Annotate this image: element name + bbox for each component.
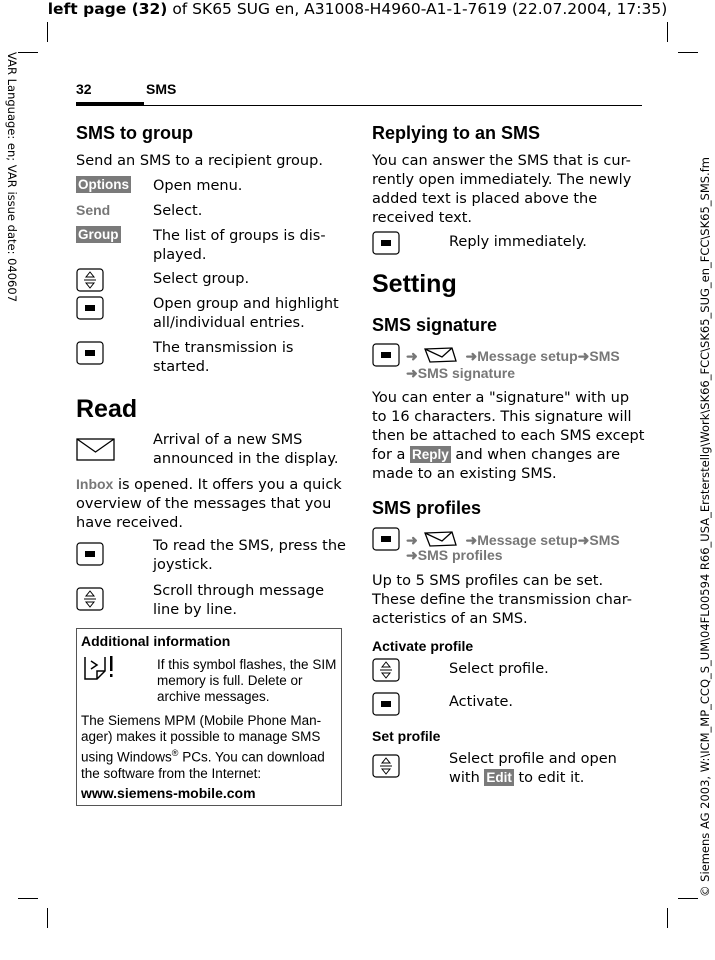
side-text-right: © Siemens AG 2003, W:\ICM_MP_CCQ_S_UM\04FL00594 R66_USA_Ersterstellg\Work\SK66_FCC\SK65_SUG_en_FCC\SK65_SMS.fm xyxy=(698,157,712,897)
signature-text: You can enter a "signature" with up to 16 characters. This signature will then be attached to each SMS except for a Reply and when changes are made to an existing SMS. xyxy=(372,390,645,482)
options-softkey: Options xyxy=(78,177,129,192)
print-header-page: left page (32) xyxy=(47,0,168,18)
page-number: 32 xyxy=(76,81,92,97)
nav-message-setup: Message setup xyxy=(477,532,578,548)
inbox-paragraph: Inbox is opened. It offers you a quick overview of the messages that you have received. xyxy=(76,476,342,531)
crop-mark xyxy=(667,22,668,42)
crop-mark xyxy=(18,52,38,53)
side-text-left: VAR Language: en; VAR issue date: 040607 xyxy=(5,51,19,303)
crop-mark xyxy=(667,908,668,928)
additional-info-box xyxy=(76,628,342,806)
heading-setting: Setting xyxy=(372,270,457,298)
arrow-icon: ➜ xyxy=(406,365,418,381)
joystick-center-icon xyxy=(372,692,400,716)
arrow-icon: ➜ xyxy=(406,547,418,563)
siemens-url[interactable]: www.siemens-mobile.com xyxy=(81,785,256,801)
arrow-icon: ➜ xyxy=(465,532,478,548)
edit-softkey: Edit xyxy=(486,770,512,785)
joystick-center-icon xyxy=(372,527,400,551)
send-menu-item: Send xyxy=(76,202,111,218)
arrow-icon: ➜ xyxy=(406,532,418,548)
nav-sms: SMS xyxy=(589,348,620,364)
info-title: Additional information xyxy=(81,633,231,649)
profiles-nav-path xyxy=(372,527,642,567)
joystick-updown-icon xyxy=(372,754,400,778)
set-profile-title: Set profile xyxy=(372,728,441,744)
nav-sms-profiles: SMS profiles xyxy=(417,547,503,563)
messages-menu-icon xyxy=(422,345,462,365)
section-title: SMS xyxy=(146,81,177,97)
activate-profile-title: Activate profile xyxy=(372,638,474,654)
print-header-rest: of SK65 SUG en, A31008-H4960-A1-1-7619 (22.07.2004, 17:35) xyxy=(167,0,668,18)
joystick-center-icon xyxy=(372,343,400,367)
crop-mark xyxy=(47,908,48,928)
sim-memory-full-icon xyxy=(83,653,115,683)
joystick-center-icon xyxy=(372,231,400,255)
arrow-icon: ➜ xyxy=(577,532,590,548)
joystick-center-icon xyxy=(76,296,104,320)
heading-read: Read xyxy=(76,395,138,423)
heading-sms-to-group: SMS to group xyxy=(76,123,193,143)
sim-full-text: If this symbol flashes, the SIM memory is full. Delete or archive messages. xyxy=(157,657,337,704)
nav-message-setup: Message setup xyxy=(477,348,578,364)
header-rule xyxy=(144,105,642,106)
signature-nav-path xyxy=(372,343,642,383)
print-header xyxy=(0,0,715,18)
joystick-updown-icon xyxy=(76,587,104,611)
envelope-icon xyxy=(76,436,116,462)
profiles-text: Up to 5 SMS profiles can be set. These define the transmission char- acteristics of an SMS. xyxy=(372,573,632,627)
joystick-center-icon xyxy=(76,341,104,365)
joystick-updown-icon xyxy=(372,658,400,682)
inbox-label: Inbox xyxy=(76,476,114,492)
arrow-icon: ➜ xyxy=(465,348,478,364)
nav-sms-signature: SMS signature xyxy=(417,365,515,381)
crop-mark xyxy=(678,898,698,899)
reply-softkey: Reply xyxy=(412,447,449,462)
heading-sms-profiles: SMS profiles xyxy=(372,498,482,518)
reply-text: You can answer the SMS that is cur- rently open immediately. The newly added text is placed above the received text. xyxy=(372,153,632,226)
joystick-updown-icon xyxy=(76,268,104,292)
heading-sms-signature: SMS signature xyxy=(372,315,498,335)
crop-mark xyxy=(47,22,48,42)
crop-mark xyxy=(18,898,38,899)
arrow-icon: ➜ xyxy=(406,348,418,364)
arrow-icon: ➜ xyxy=(577,348,590,364)
crop-mark xyxy=(678,52,698,53)
nav-sms: SMS xyxy=(589,532,620,548)
header-bar xyxy=(76,102,144,106)
mpm-text: The Siemens MPM (Mobile Phone Man- ager) makes it possible to manage SMS using Windows® PCs. You can download the software from the Internet: xyxy=(81,713,325,781)
group-softkey: Group xyxy=(78,227,119,242)
joystick-center-icon xyxy=(76,542,104,566)
heading-replying: Replying to an SMS xyxy=(372,123,541,143)
group-intro: Send an SMS to a recipient group. xyxy=(76,153,323,169)
